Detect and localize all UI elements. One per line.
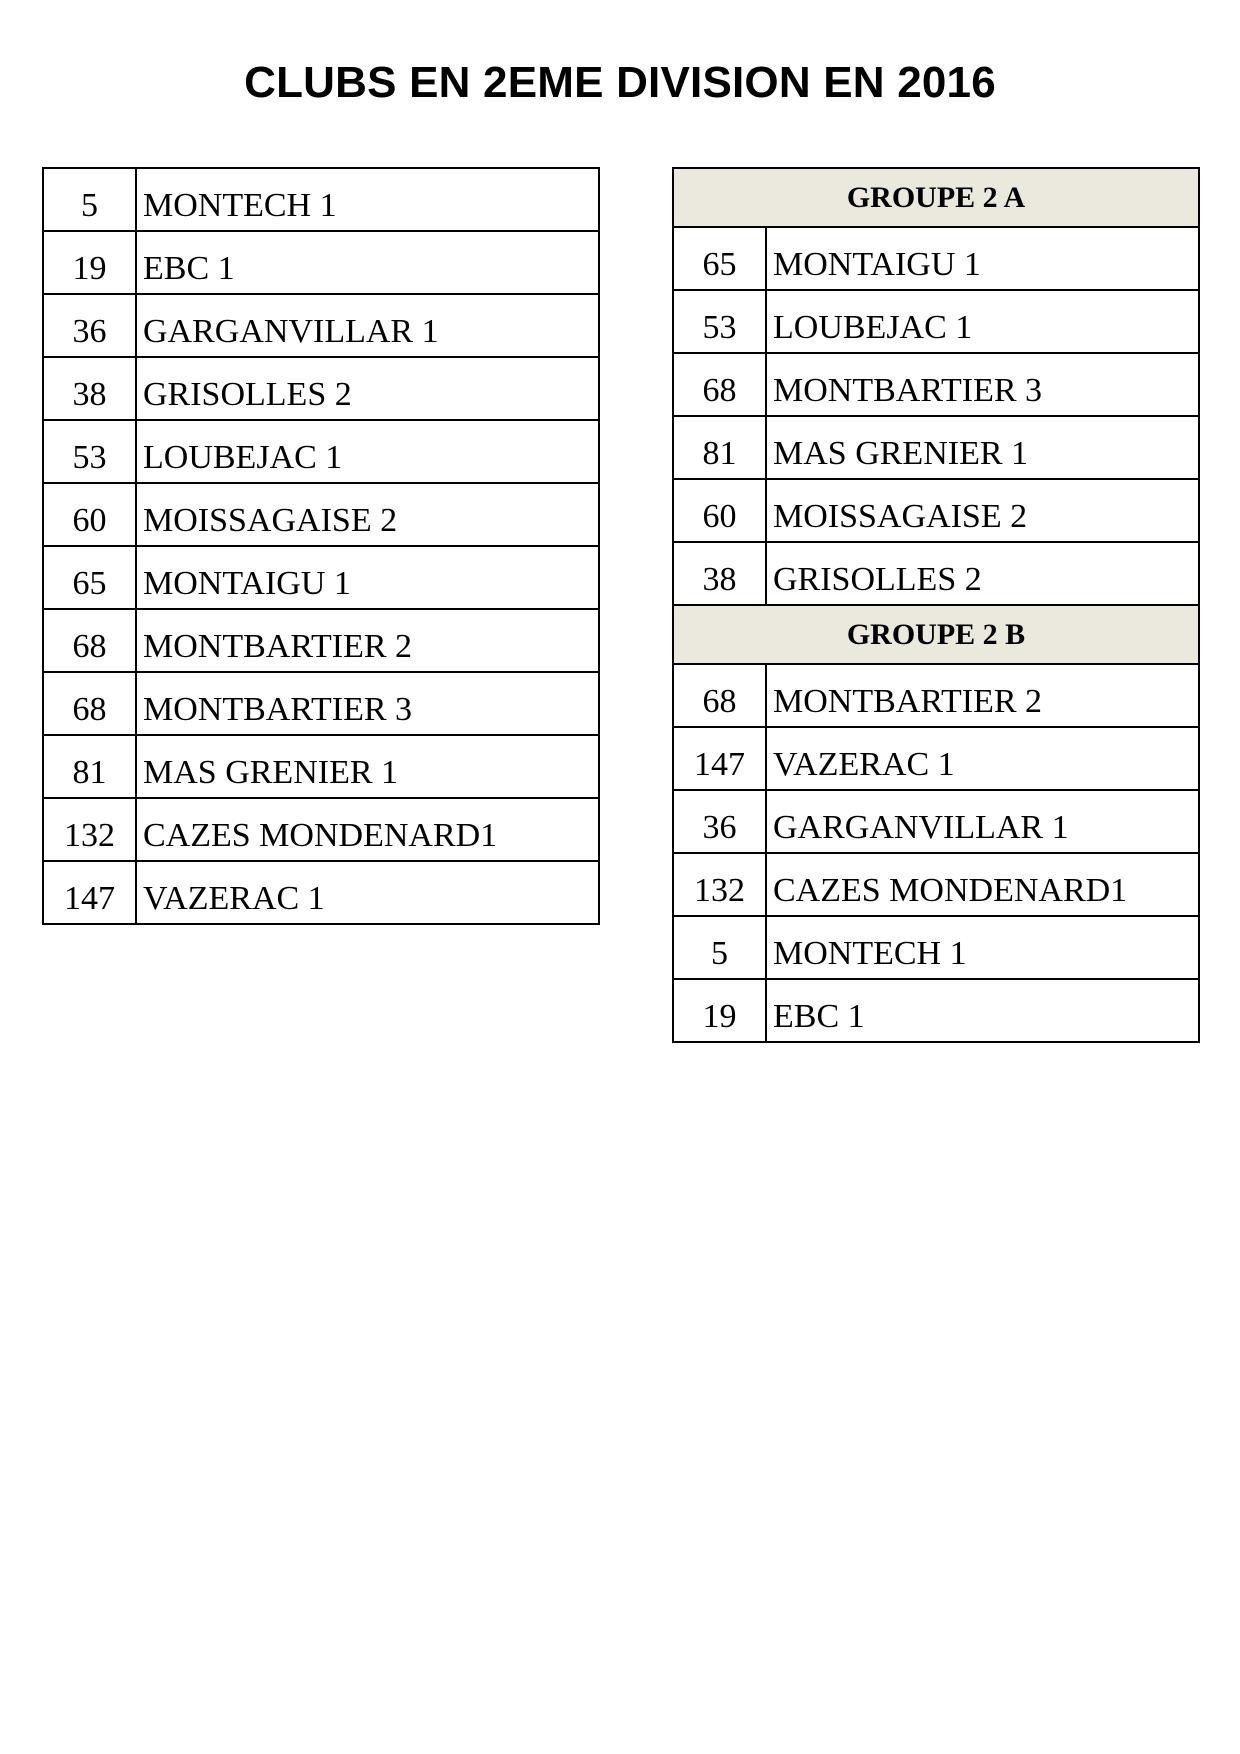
table-row [43, 735, 599, 798]
page-title: CLUBS EN 2EME DIVISION EN 2016 [244, 58, 996, 107]
club-name: MONTBARTIER 2 [766, 664, 1199, 727]
club-number: 53 [673, 290, 766, 353]
table-row [673, 227, 1199, 290]
table-row [43, 672, 599, 735]
table-row [673, 979, 1199, 1042]
club-name: MONTAIGU 1 [766, 227, 1199, 290]
table-row [673, 916, 1199, 979]
club-number: 147 [673, 727, 766, 790]
table-row [43, 798, 599, 861]
table-row [43, 861, 599, 924]
club-name: MONTBARTIER 2 [136, 609, 599, 672]
club-name: LOUBEJAC 1 [766, 290, 1199, 353]
group-header-row [673, 605, 1199, 664]
club-name: MONTAIGU 1 [136, 546, 599, 609]
club-name: GARGANVILLAR 1 [766, 790, 1199, 853]
club-number: 60 [43, 483, 136, 546]
club-number: 147 [43, 861, 136, 924]
club-name: MOISSAGAISE 2 [136, 483, 599, 546]
club-name: EBC 1 [136, 231, 599, 294]
club-number: 38 [43, 357, 136, 420]
club-name: MONTBARTIER 3 [766, 353, 1199, 416]
club-number: 132 [673, 853, 766, 916]
club-number: 68 [673, 353, 766, 416]
club-name: GARGANVILLAR 1 [136, 294, 599, 357]
club-number: 19 [673, 979, 766, 1042]
club-number: 53 [43, 420, 136, 483]
table-row [673, 727, 1199, 790]
club-number: 65 [673, 227, 766, 290]
groups-table [672, 167, 1200, 1043]
club-name: MOISSAGAISE 2 [766, 479, 1199, 542]
table-row [43, 420, 599, 483]
table-row [673, 479, 1199, 542]
group-2a-header: GROUPE 2 A [673, 168, 1199, 227]
table-row [43, 357, 599, 420]
club-number: 38 [673, 542, 766, 605]
club-name: CAZES MONDENARD1 [136, 798, 599, 861]
table-row [43, 609, 599, 672]
table-row [43, 483, 599, 546]
club-name: EBC 1 [766, 979, 1199, 1042]
club-number: 36 [673, 790, 766, 853]
club-name: VAZERAC 1 [766, 727, 1199, 790]
table-row [673, 790, 1199, 853]
club-name: MONTECH 1 [136, 168, 599, 231]
table-row [673, 416, 1199, 479]
all-clubs-table [42, 167, 600, 925]
table-row [673, 290, 1199, 353]
table-row [673, 542, 1199, 605]
club-name: GRISOLLES 2 [766, 542, 1199, 605]
club-name: MAS GRENIER 1 [136, 735, 599, 798]
club-name: CAZES MONDENARD1 [766, 853, 1199, 916]
table-row [43, 546, 599, 609]
table-row [673, 664, 1199, 727]
table-row [673, 353, 1199, 416]
club-number: 68 [43, 609, 136, 672]
club-name: VAZERAC 1 [136, 861, 599, 924]
table-row [43, 231, 599, 294]
club-name: LOUBEJAC 1 [136, 420, 599, 483]
club-name: GRISOLLES 2 [136, 357, 599, 420]
club-number: 19 [43, 231, 136, 294]
table-row [673, 853, 1199, 916]
club-number: 68 [673, 664, 766, 727]
club-number: 81 [673, 416, 766, 479]
table-row [43, 294, 599, 357]
table-row [43, 168, 599, 231]
club-number: 36 [43, 294, 136, 357]
club-number: 81 [43, 735, 136, 798]
club-number: 68 [43, 672, 136, 735]
club-name: MONTECH 1 [766, 916, 1199, 979]
group-2b-header: GROUPE 2 B [673, 605, 1199, 664]
club-number: 60 [673, 479, 766, 542]
club-number: 65 [43, 546, 136, 609]
club-name: MONTBARTIER 3 [136, 672, 599, 735]
club-number: 132 [43, 798, 136, 861]
club-name: MAS GRENIER 1 [766, 416, 1199, 479]
club-number: 5 [673, 916, 766, 979]
club-number: 5 [43, 168, 136, 231]
group-header-row [673, 168, 1199, 227]
